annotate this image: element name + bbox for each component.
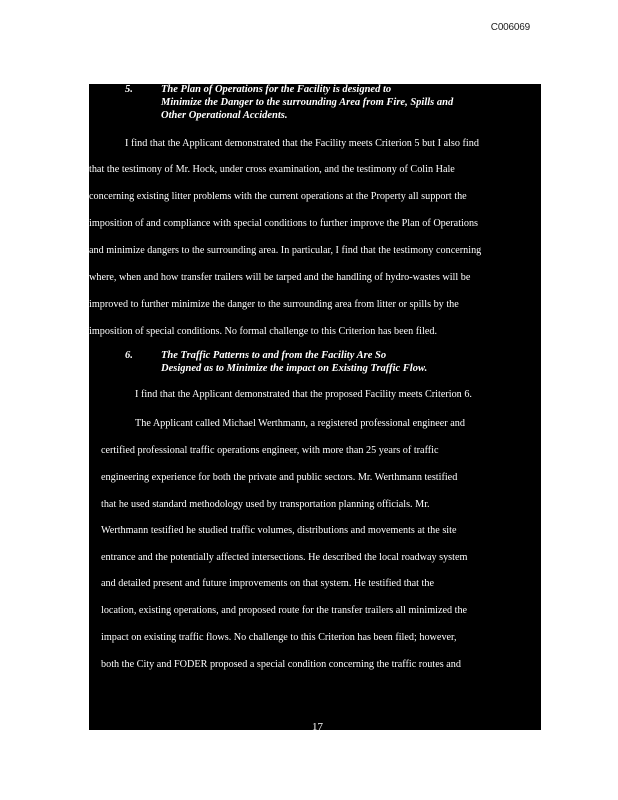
section-number: 5. bbox=[125, 84, 133, 95]
paragraph-line: entrance and the potentially affected intersections. He described the local roadway system bbox=[101, 552, 468, 563]
paragraph-line: and detailed present and future improvements on that system. He testified that the bbox=[101, 578, 434, 589]
paragraph-line: concerning existing litter problems with the current operations at the Property all support the bbox=[89, 191, 467, 202]
page-number: 17 bbox=[312, 721, 323, 733]
paragraph-line: Werthmann testified he studied traffic volumes, distributions and movements at the site bbox=[101, 525, 457, 536]
section-title: The Plan of Operations for the Facility is designed to Minimize the Danger to the surrounding Area from Fire, Spills and Other Operational Accidents. bbox=[161, 84, 454, 121]
paragraph-line: imposition of special conditions. No formal challenge to this Criterion has been filed. bbox=[89, 326, 437, 337]
paragraph-line: both the City and FODER proposed a special condition concerning the traffic routes and bbox=[101, 659, 461, 670]
paragraph-line: where, when and how transfer trailers will be tarped and the handling of hydro-wastes will be bbox=[89, 272, 471, 283]
section-heading-6 bbox=[125, 349, 525, 377]
paragraph-line: I find that the Applicant demonstrated that the proposed Facility meets Criterion 6. bbox=[135, 389, 472, 400]
paragraph-line: impact on existing traffic flows. No challenge to this Criterion has been filed; however, bbox=[101, 632, 457, 643]
paragraph-line: that he used standard methodology used by transportation planning officials. Mr. bbox=[101, 499, 430, 510]
paragraph-line: imposition of and compliance with special conditions to further improve the Plan of Operations bbox=[89, 218, 479, 229]
paragraph-line: improved to further minimize the danger to the surrounding area from litter or spills by the bbox=[89, 299, 459, 310]
section-number: 6. bbox=[125, 350, 133, 361]
section-heading-5 bbox=[125, 83, 525, 123]
section-title: The Traffic Patterns to and from the Facility Are So Designed as to Minimize the impact on Existing Traffic Flow. bbox=[161, 350, 428, 374]
document-page-body bbox=[89, 84, 541, 733]
paragraph-line: I find that the Applicant demonstrated that the Facility meets Criterion 5 but I also find bbox=[125, 138, 479, 149]
paragraph-line: engineering experience for both the private and public sectors. Mr. Werthmann testified bbox=[101, 472, 458, 483]
paragraph-line: The Applicant called Michael Werthmann, a registered professional engineer and bbox=[135, 418, 465, 429]
paragraph-line: that the testimony of Mr. Hock, under cross examination, and the testimony of Colin Hale bbox=[89, 164, 455, 175]
document-control-number: C006069 bbox=[490, 22, 530, 33]
paragraph-line: and minimize dangers to the surrounding area. In particular, I find that the testimony concerning bbox=[89, 245, 482, 256]
paragraph-line: location, existing operations, and proposed route for the transfer trailers all minimized the bbox=[101, 605, 468, 616]
paragraph-line: certified professional traffic operations engineer, with more than 25 years of traffic bbox=[101, 445, 439, 456]
